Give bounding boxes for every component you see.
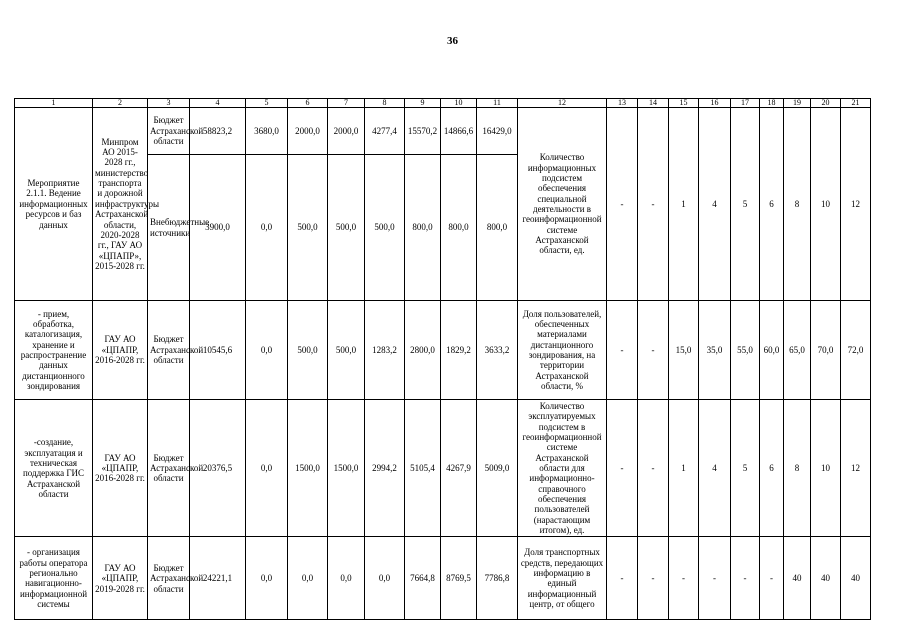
executor: ГАУ АО «ЦПАПР, 2016-2028 гг. [93, 400, 148, 537]
indicator-name: Количество эксплуатируемых подсистем в геоинформационной системе Астраханской области для информационно-справочного обеспечения пользователей (нарастающим итогом), ед. [518, 400, 607, 537]
target-cell: - [638, 301, 669, 400]
target-cell: 10 [811, 108, 841, 301]
col-number: 19 [784, 99, 811, 108]
col-number: 3 [148, 99, 190, 108]
col-number: 15 [669, 99, 699, 108]
value-cell: 800,0 [441, 155, 477, 301]
target-cell: 8 [784, 108, 811, 301]
value-cell: 500,0 [328, 155, 365, 301]
value-cell: 5105,4 [405, 400, 441, 537]
target-cell: 1 [669, 400, 699, 537]
col-number: 16 [699, 99, 731, 108]
value-cell: 800,0 [477, 155, 518, 301]
value-cell: 24221,1 [190, 537, 246, 620]
activity-name: -создание, эксплуатация и техническая поддержка ГИС Астраханской области [15, 400, 93, 537]
target-cell: - [669, 537, 699, 620]
value-cell: 0,0 [246, 155, 288, 301]
col-number: 13 [607, 99, 638, 108]
value-cell: 500,0 [365, 155, 405, 301]
col-number: 6 [288, 99, 328, 108]
col-number: 9 [405, 99, 441, 108]
table-row [15, 537, 871, 620]
col-number: 1 [15, 99, 93, 108]
value-cell: 800,0 [405, 155, 441, 301]
header-row [15, 99, 871, 108]
value-cell: 3900,0 [190, 155, 246, 301]
value-cell: 0,0 [288, 537, 328, 620]
target-cell: 70,0 [811, 301, 841, 400]
value-cell: 16429,0 [477, 108, 518, 155]
target-cell: 55,0 [731, 301, 760, 400]
program-table [14, 98, 871, 620]
col-number: 11 [477, 99, 518, 108]
executor: ГАУ АО «ЦПАПР, 2019-2028 гг. [93, 537, 148, 620]
target-cell: 40 [841, 537, 871, 620]
value-cell: 58823,2 [190, 108, 246, 155]
table-row [15, 301, 871, 400]
target-cell: - [607, 400, 638, 537]
indicator-name: Количество информационных подсистем обеспечения специальной деятельности в геоинформационной системе Астраханской области, ед. [518, 108, 607, 301]
target-cell: 12 [841, 108, 871, 301]
col-number: 14 [638, 99, 669, 108]
target-cell: 65,0 [784, 301, 811, 400]
target-cell: 12 [841, 400, 871, 537]
target-cell: - [638, 108, 669, 301]
funding-source: Бюджет Астраханской области [148, 301, 190, 400]
target-cell: 4 [699, 400, 731, 537]
value-cell: 2000,0 [328, 108, 365, 155]
col-number: 2 [93, 99, 148, 108]
funding-source: Бюджет Астраханской области [148, 537, 190, 620]
funding-source: Внебюджетные источники [148, 155, 190, 301]
value-cell: 8769,5 [441, 537, 477, 620]
value-cell: 15570,2 [405, 108, 441, 155]
target-cell: 10 [811, 400, 841, 537]
col-number: 8 [365, 99, 405, 108]
table-row [15, 400, 871, 537]
value-cell: 1500,0 [328, 400, 365, 537]
target-cell: - [607, 108, 638, 301]
target-cell: - [760, 537, 784, 620]
target-cell: 1 [669, 108, 699, 301]
value-cell: 14866,6 [441, 108, 477, 155]
indicator-name: Доля пользователей, обеспеченных материалами дистанционного зондирования, на территории Астраханской области, % [518, 301, 607, 400]
target-cell: 35,0 [699, 301, 731, 400]
value-cell: 0,0 [246, 400, 288, 537]
value-cell: 2994,2 [365, 400, 405, 537]
executor: ГАУ АО «ЦПАПР, 2016-2028 гг. [93, 301, 148, 400]
value-cell: 7664,8 [405, 537, 441, 620]
target-cell: 8 [784, 400, 811, 537]
value-cell: 4267,9 [441, 400, 477, 537]
target-cell: 6 [760, 108, 784, 301]
col-number: 20 [811, 99, 841, 108]
value-cell: 1283,2 [365, 301, 405, 400]
funding-source: Бюджет Астраханской области [148, 400, 190, 537]
target-cell: 15,0 [669, 301, 699, 400]
activity-name: Мероприятие 2.1.1. Ведение информационных ресурсов и баз данных [15, 108, 93, 301]
value-cell: 0,0 [246, 301, 288, 400]
value-cell: 0,0 [246, 537, 288, 620]
target-cell: - [731, 537, 760, 620]
value-cell: 5009,0 [477, 400, 518, 537]
value-cell: 3680,0 [246, 108, 288, 155]
col-number: 12 [518, 99, 607, 108]
col-number: 10 [441, 99, 477, 108]
target-cell: 60,0 [760, 301, 784, 400]
value-cell: 1829,2 [441, 301, 477, 400]
target-cell: - [607, 537, 638, 620]
target-cell: - [638, 400, 669, 537]
funding-source: Бюджет Астраханской области [148, 108, 190, 155]
activity-name: - организация работы оператора регионально навигационно-информационной системы [15, 537, 93, 620]
value-cell: 10545,6 [190, 301, 246, 400]
value-cell: 500,0 [288, 301, 328, 400]
value-cell: 500,0 [328, 301, 365, 400]
page-number: 36 [447, 35, 458, 47]
value-cell: 500,0 [288, 155, 328, 301]
value-cell: 2000,0 [288, 108, 328, 155]
value-cell: 20376,5 [190, 400, 246, 537]
table-row [15, 108, 871, 155]
target-cell: 5 [731, 400, 760, 537]
target-cell: - [638, 537, 669, 620]
col-number: 4 [190, 99, 246, 108]
target-cell: 6 [760, 400, 784, 537]
target-cell: 40 [811, 537, 841, 620]
value-cell: 4277,4 [365, 108, 405, 155]
target-cell: - [607, 301, 638, 400]
value-cell: 2800,0 [405, 301, 441, 400]
col-number: 21 [841, 99, 871, 108]
target-cell: 4 [699, 108, 731, 301]
target-cell: 5 [731, 108, 760, 301]
value-cell: 0,0 [328, 537, 365, 620]
col-number: 18 [760, 99, 784, 108]
target-cell: 40 [784, 537, 811, 620]
value-cell: 7786,8 [477, 537, 518, 620]
col-number: 5 [246, 99, 288, 108]
value-cell: 1500,0 [288, 400, 328, 537]
col-number: 17 [731, 99, 760, 108]
indicator-name: Доля транспортных средств, передающих информацию в единый информационный центр, от общего [518, 537, 607, 620]
value-cell: 3633,2 [477, 301, 518, 400]
activity-name: - прием, обработка, каталогизация, хранение и распространение данных дистанционного зондирования [15, 301, 93, 400]
target-cell: - [699, 537, 731, 620]
executor: Минпром АО 2015-2028 гг., министерство транспорта и дорожной инфраструктуры Астраханской области, 2020-2028 гг., ГАУ АО «ЦПАПР», 2015-2028 гг. [93, 108, 148, 301]
col-number: 7 [328, 99, 365, 108]
target-cell: 72,0 [841, 301, 871, 400]
value-cell: 0,0 [365, 537, 405, 620]
